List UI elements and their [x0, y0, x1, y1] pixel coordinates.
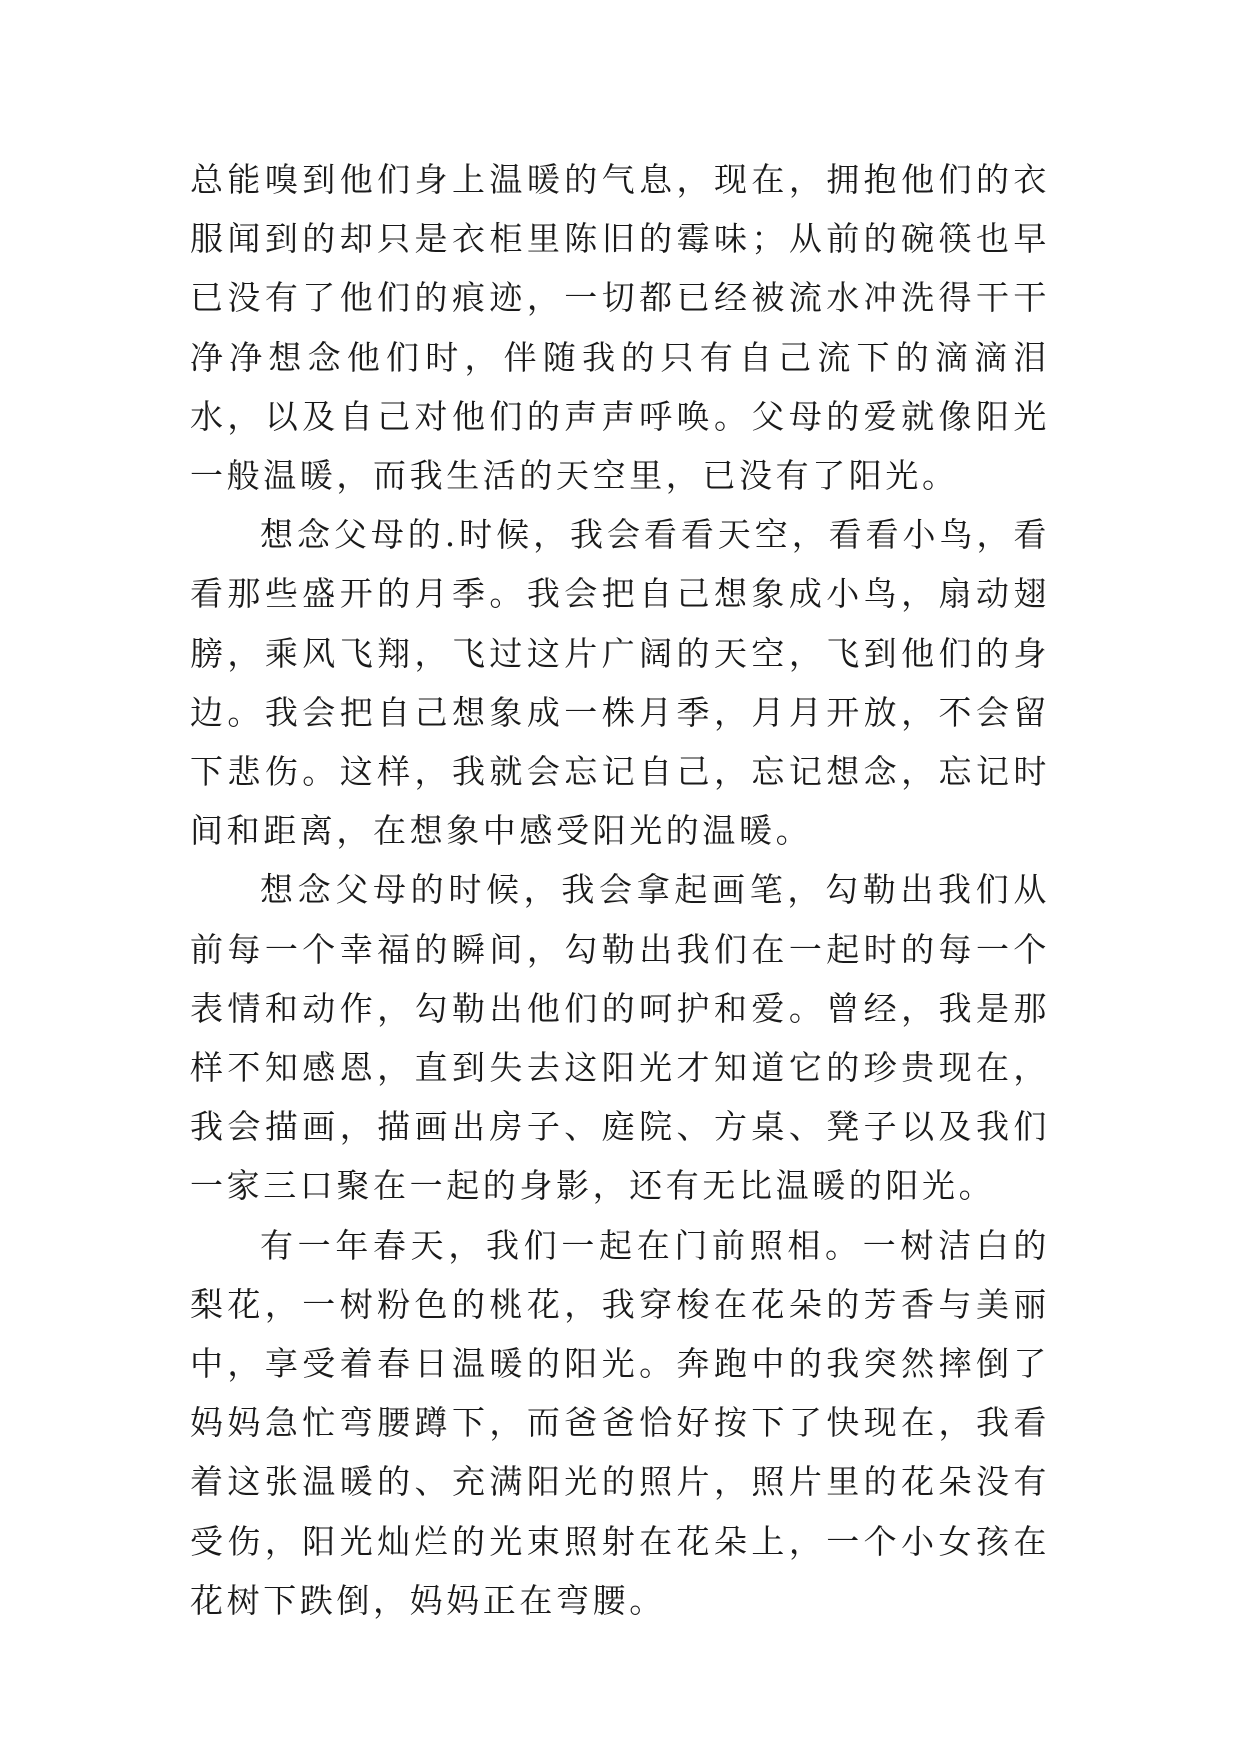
- paragraph-2: 想念父母的.时候，我会看看天空，看看小鸟，看看那些盛开的月季。我会把自己想象成小鸟，扇动翅膀，乘风飞翔，飞过这片广阔的天空，飞到他们的身边。我会把自己想象成一株月季，月月开放，不会留下悲伤。这样，我就会忘记自己，忘记想念，忘记时间和距离，在想象中感受阳光的温暖。: [190, 515, 1050, 851]
- document-body: [190, 150, 1050, 1630]
- paragraph-4: 有一年春天，我们一起在门前照相。一树洁白的梨花，一树粉色的桃花，我穿梭在花朵的芳香与美丽中，享受着春日温暖的阳光。奔跑中的我突然摔倒了妈妈急忙弯腰蹲下，而爸爸恰好按下了快现在，我看着这张温暖的、充满阳光的照片，照片里的花朵没有受伤，阳光灿烂的光束照射在花朵上，一个小女孩在花树下跌倒，妈妈正在弯腰。: [190, 1225, 1050, 1620]
- paragraph-1: 总能嗅到他们身上温暖的气息，现在，拥抱他们的衣服闻到的却只是衣柜里陈旧的霉味；从前的碗筷也早已没有了他们的痕迹，一切都已经被流水冲洗得干干净净想念他们时，伴随我的只有自己流下的滴滴泪水，以及自己对他们的声声呼唤。父母的爱就像阳光一般温暖，而我生活的天空里，已没有了阳光。: [190, 160, 1050, 496]
- paragraph-3: 想念父母的时候，我会拿起画笔，勾勒出我们从前每一个幸福的瞬间，勾勒出我们在一起时的每一个表情和动作，勾勒出他们的呵护和爱。曾经，我是那样不知感恩，直到失去这阳光才知道它的珍贵现在，我会描画，描画出房子、庭院、方桌、凳子以及我们一家三口聚在一起的身影，还有无比温暖的阳光。: [190, 870, 1050, 1206]
